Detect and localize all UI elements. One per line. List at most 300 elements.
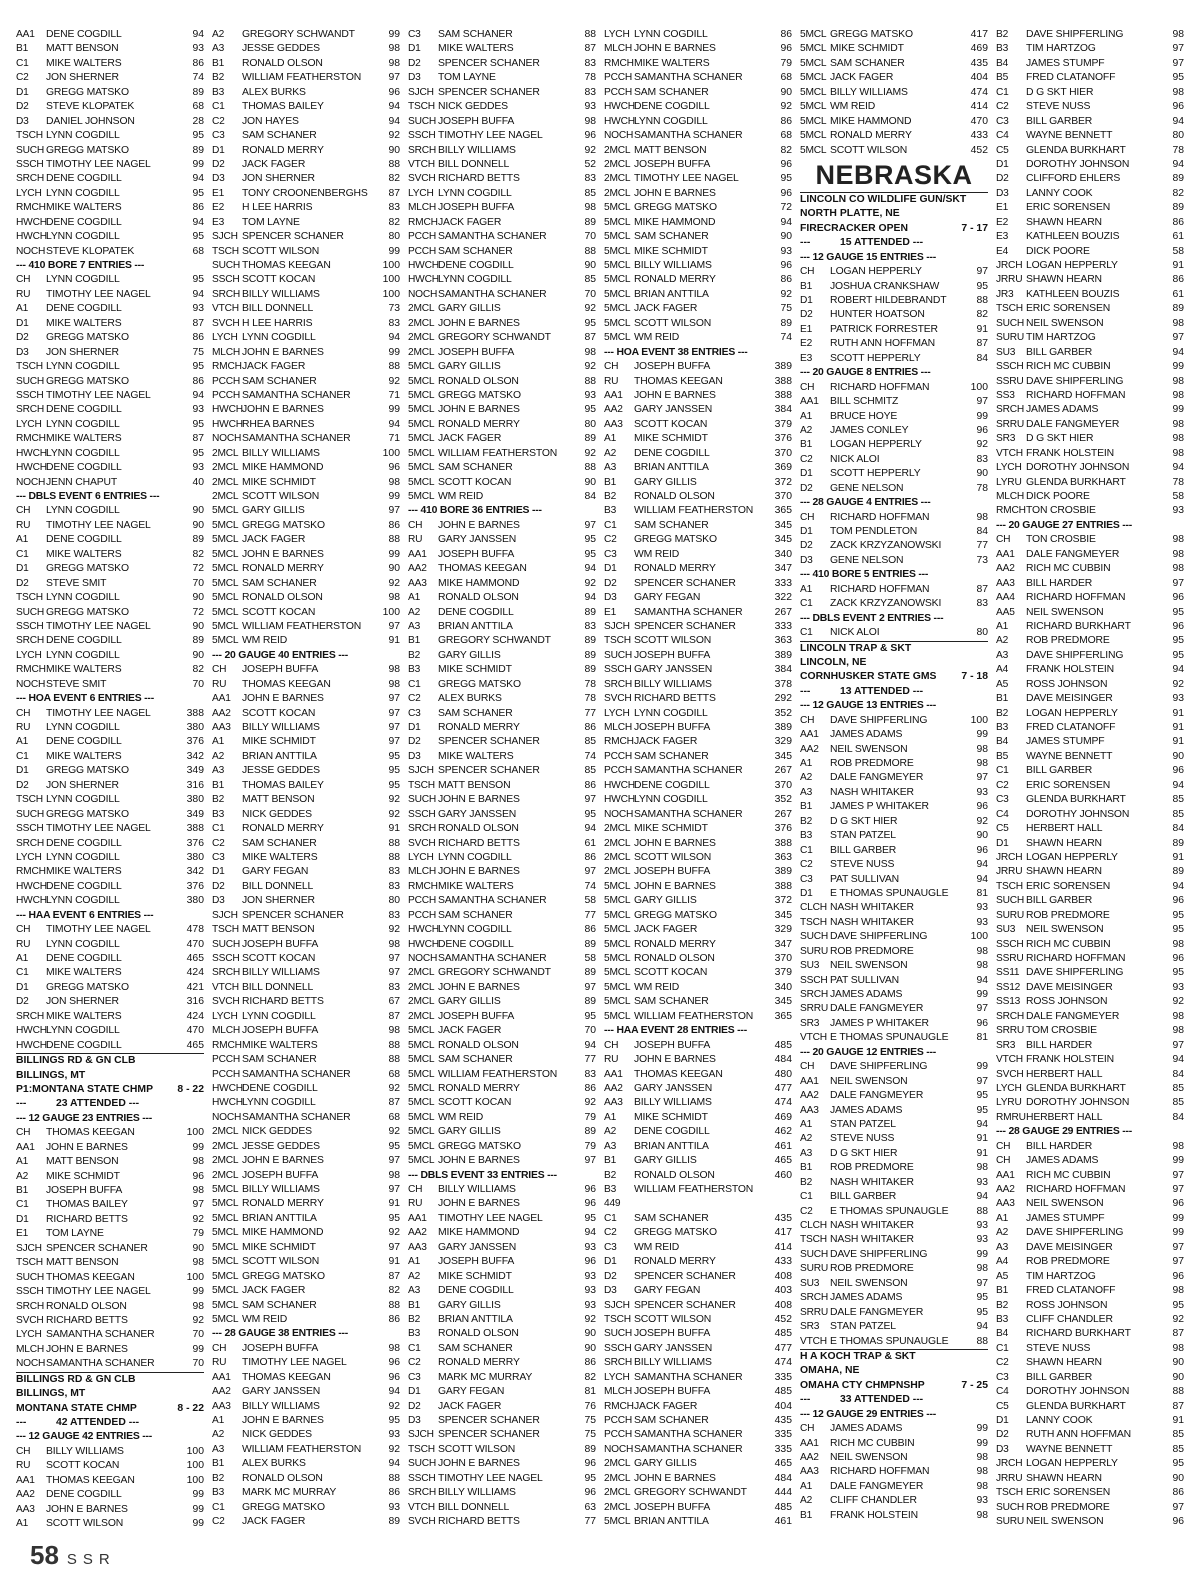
class-code: AA4: [996, 592, 1015, 604]
class-code: TSCH: [16, 794, 43, 806]
result-row: [800, 1176, 988, 1190]
result-row: [408, 577, 596, 591]
result-row: [800, 144, 988, 158]
result-row: [604, 86, 792, 100]
class-code: HWCH: [16, 447, 47, 459]
score: 61: [1172, 231, 1184, 243]
shooter-name: MIKE HAMMOND: [242, 462, 324, 474]
shooter-name: RONALD OLSON: [242, 1472, 323, 1484]
class-code: C3: [996, 1371, 1009, 1383]
class-code: 5MCL: [604, 303, 631, 315]
class-code: PCCH: [604, 1429, 633, 1441]
shooter-name: RONALD MERRY: [634, 938, 716, 950]
result-row: [408, 302, 596, 316]
result-row: [604, 822, 792, 836]
class-code: 5MCL: [212, 1270, 239, 1282]
class-code: D1: [16, 1213, 29, 1225]
class-code: B2: [212, 1472, 225, 1484]
class-code: 5MCL: [408, 1068, 435, 1080]
result-row: [16, 1314, 204, 1328]
result-row: [16, 606, 204, 620]
score: 88: [388, 158, 400, 170]
shooter-name: ERIC SORENSEN: [1026, 880, 1111, 892]
score: 98: [976, 1452, 988, 1463]
class-code: C2: [16, 72, 29, 84]
shooter-name: LYNN COGDILL: [438, 851, 512, 863]
score: 89: [388, 1516, 400, 1528]
result-row: [408, 909, 596, 923]
shooter-name: LYNN COGDILL: [46, 722, 120, 733]
score: 97: [1172, 1184, 1184, 1195]
state-heading: NEBRASKA: [815, 159, 973, 190]
class-code: VTCH: [996, 1054, 1023, 1066]
shooter-name: RICHARD BETTS: [46, 1213, 128, 1225]
shooter-name: JOSHUA CRANKSHAW: [830, 280, 940, 292]
shooter-name: RICHARD BETTS: [438, 1516, 520, 1528]
result-row: [800, 988, 988, 1002]
result-row: [604, 533, 792, 547]
shooter-name: JOHN E BARNES: [634, 880, 716, 892]
score: 88: [388, 837, 400, 849]
shooter-name: SHAWN HEARN: [1026, 866, 1102, 878]
shooter-name: ROSS JOHNSON: [1026, 996, 1108, 1008]
score: 96: [1172, 1516, 1184, 1528]
score: 95: [1172, 967, 1184, 979]
result-row: [212, 375, 400, 389]
shooter-name: BILL DONNELL: [242, 981, 314, 993]
shooter-name: DAVE SHIPFERLING: [830, 931, 928, 943]
shooter-name: SPENCER SCHANER: [46, 1242, 148, 1254]
result-row: [16, 432, 204, 446]
result-row: [408, 851, 596, 865]
result-row: [408, 28, 596, 42]
shooter-name: SHAWN HEARN: [1026, 216, 1102, 228]
result-row: [16, 447, 204, 461]
result-row: [408, 938, 596, 952]
class-code: C3: [604, 1241, 617, 1253]
class-code: AA1: [212, 1371, 231, 1383]
event-header: --- 410 BORE 7 ENTRIES ---: [16, 260, 145, 271]
class-code: 5MCL: [212, 519, 239, 531]
class-code: C3: [408, 1371, 421, 1383]
class-code: D3: [604, 1285, 617, 1297]
shooter-name: SAM SCHANER: [438, 462, 513, 474]
result-row: [604, 620, 792, 634]
result-row: [16, 346, 204, 360]
class-code: 5MCL: [604, 880, 631, 892]
shooter-name: TIMOTHY LEE NAGEL: [634, 173, 739, 185]
class-code: RMCH: [212, 361, 242, 373]
score: 98: [584, 202, 596, 214]
result-row: [16, 634, 204, 648]
score: 97: [388, 1241, 400, 1253]
result-row: [800, 728, 988, 742]
class-code: AA1: [16, 1141, 35, 1153]
score: 86: [388, 1313, 400, 1325]
score: 335: [774, 1443, 792, 1455]
class-code: LYCH: [16, 418, 42, 430]
class-code: VTCH: [800, 1032, 827, 1044]
score: 96: [780, 260, 792, 271]
score: 95: [388, 779, 400, 791]
event-header: --- 410 BORE 5 ENTRIES ---: [800, 569, 929, 581]
score: 96: [976, 1017, 988, 1029]
shooter-name: TON CROSBIE: [1026, 534, 1096, 546]
class-code: 2MCL: [604, 1501, 631, 1513]
result-row: [800, 1190, 988, 1204]
class-code: SU3: [996, 346, 1016, 358]
score: 97: [1172, 43, 1184, 55]
score: 75: [192, 346, 204, 358]
score: 90: [192, 519, 204, 531]
score: 68: [388, 1111, 400, 1123]
result-row: [212, 562, 400, 576]
result-row: [996, 591, 1184, 605]
class-code: SURU: [996, 1516, 1025, 1528]
score: 84: [976, 352, 988, 364]
score: 90: [1172, 1371, 1184, 1383]
shooter-name: ERIC SORENSEN: [1026, 1487, 1111, 1499]
class-code: A3: [800, 786, 813, 798]
shooter-name: DAVE SHIPFERLING: [1026, 649, 1124, 661]
class-code: SUCH: [996, 317, 1025, 329]
shooter-name: MIKE WALTERS: [242, 851, 318, 863]
score: 370: [774, 779, 792, 791]
shooter-name: MIKE SCHMIDT: [242, 476, 316, 488]
shooter-name: LOGAN HEPPERLY: [830, 266, 922, 278]
class-code: CH: [16, 505, 31, 517]
class-code: C4: [996, 808, 1009, 820]
score: 91: [1172, 707, 1184, 719]
score: 93: [780, 245, 792, 257]
result-row: [16, 1126, 204, 1140]
class-code: A3: [408, 1285, 421, 1297]
result-row: [16, 476, 204, 490]
score: 95: [1172, 649, 1184, 661]
result-row: [996, 894, 1184, 908]
score: 72: [780, 202, 792, 214]
shooter-name: WM REID: [634, 332, 680, 344]
result-row: [212, 1111, 400, 1125]
class-code: A1: [16, 953, 29, 964]
shooter-name: SCOTT WILSON: [830, 144, 908, 156]
shooter-name: JOSEPH BUFFA: [438, 548, 515, 560]
result-row: [996, 851, 1184, 865]
shooter-name: DENE COGDILL: [46, 1489, 122, 1501]
result-row: [212, 245, 400, 259]
score: 88: [388, 361, 400, 373]
shooter-name: DENE COGDILL: [46, 880, 122, 892]
result-row: [212, 115, 400, 129]
class-code: AA2: [800, 1090, 819, 1102]
score: 88: [584, 462, 596, 474]
class-code: SUCH: [212, 938, 241, 950]
shooter-name: LYNN COGDILL: [438, 187, 512, 199]
class-code: D2: [16, 779, 29, 791]
result-row: [16, 1141, 204, 1155]
class-code: 5MCL: [212, 1313, 239, 1325]
shooter-name: SCOTT KOCAN: [46, 1460, 120, 1472]
shooter-name: DANIEL JOHNSON: [46, 115, 135, 127]
class-code: JR3: [996, 288, 1014, 300]
shooter-name: RONALD OLSON: [634, 953, 715, 964]
score: 94: [192, 389, 204, 401]
shooter-name: BILL HARDER: [1026, 1140, 1093, 1152]
result-row: [408, 331, 596, 345]
score: 86: [388, 1487, 400, 1499]
score: 85: [584, 187, 596, 199]
score: 74: [584, 880, 596, 892]
result-row: [408, 1385, 596, 1399]
class-code: TSCH: [16, 361, 43, 373]
score: 81: [976, 1032, 988, 1044]
class-code: SVCH: [408, 1516, 436, 1528]
shooter-name: DENE COGDILL: [46, 837, 122, 849]
score: 77: [584, 909, 596, 921]
shooter-name: SPENCER SCHANER: [438, 57, 540, 69]
shooter-name: E THOMAS SPUNAUGLE: [830, 1205, 949, 1217]
result-row: [604, 476, 792, 490]
shooter-name: MATT BENSON: [46, 43, 119, 55]
attended-line: [800, 236, 988, 250]
class-code: C1: [800, 627, 813, 639]
class-code: SUCH: [800, 931, 829, 943]
shooter-name: LYNN COGDILL: [46, 231, 120, 243]
score: 333: [774, 577, 792, 589]
result-row: [408, 533, 596, 547]
class-code: AA2: [212, 1386, 231, 1398]
shoot-info: [16, 1083, 204, 1097]
result-row: [800, 323, 988, 337]
shooter-name: BILLY WILLIAMS: [46, 1445, 124, 1457]
score: 99: [388, 29, 400, 40]
shooter-name: SAMANTHA SCHANER: [46, 1358, 155, 1370]
result-row: [212, 331, 400, 345]
score: 91: [1172, 260, 1184, 271]
class-code: JRRU: [996, 866, 1023, 878]
result-row: [212, 1270, 400, 1284]
class-code: 5MCL: [212, 1198, 239, 1210]
class-code: D1: [408, 722, 421, 733]
class-code: AA3: [800, 1466, 819, 1478]
shooter-name: TON CROSBIE: [1026, 505, 1096, 517]
result-row: [604, 57, 792, 71]
result-row: [16, 273, 204, 287]
shooter-name: JOSEPH BUFFA: [634, 1386, 711, 1398]
score: 90: [192, 620, 204, 632]
class-code: TSCH: [16, 592, 43, 604]
class-code: AA1: [604, 1068, 623, 1080]
shooter-name: TOM LAYNE: [242, 216, 300, 228]
score: 98: [192, 1257, 204, 1269]
class-code: C2: [604, 534, 617, 546]
class-code: 5MCL: [800, 101, 827, 113]
class-code: CH: [604, 1039, 619, 1051]
score: 93: [584, 1285, 596, 1297]
result-row: [996, 620, 1184, 634]
shooter-name: SAMANTHA SCHANER: [634, 1371, 743, 1383]
class-code: SSCH: [16, 620, 44, 632]
class-code: A5: [996, 678, 1009, 690]
shooter-name: ROSS JOHNSON: [1026, 1299, 1108, 1311]
score: 88: [388, 851, 400, 863]
score: 95: [192, 274, 204, 286]
shooter-name: H LEE HARRIS: [242, 202, 313, 214]
class-code: D2: [800, 309, 813, 321]
class-code: SJCH: [604, 620, 630, 632]
class-code: RU: [16, 1460, 31, 1472]
result-row: [408, 1226, 596, 1240]
score: 333: [774, 620, 792, 632]
shooter-name: JAMES STUMPF: [1026, 57, 1105, 69]
result-row: [212, 678, 400, 692]
shooter-name: BILL HARDER: [1026, 1039, 1093, 1051]
score: 389: [774, 361, 792, 373]
shooter-name: JOSEPH BUFFA: [438, 346, 515, 358]
shooter-name: SAM SCHANER: [242, 577, 317, 589]
result-row: [996, 1457, 1184, 1471]
result-row: [604, 793, 792, 807]
shooter-name: DENE COGDILL: [438, 606, 514, 618]
class-code: 5MCL: [212, 1184, 239, 1195]
class-code: 5MCL: [408, 404, 435, 416]
class-code: B2: [800, 1176, 813, 1188]
shooter-name: LYNN COGDILL: [634, 707, 708, 719]
result-row: [408, 389, 596, 403]
result-row: [212, 389, 400, 403]
shooter-name: LYNN COGDILL: [438, 924, 512, 936]
shooter-name: GLENDA BURKHART: [1026, 144, 1126, 156]
class-code: SSRU: [996, 953, 1024, 964]
result-row: [212, 634, 400, 648]
class-code: B3: [604, 1184, 617, 1195]
shooter-name: JACK FAGER: [634, 1400, 698, 1412]
score: 85: [1172, 794, 1184, 806]
score: 88: [584, 375, 596, 387]
class-code: C5: [996, 144, 1009, 156]
shooter-name: MIKE SCHMIDT: [242, 736, 316, 748]
class-code: A3: [212, 765, 225, 777]
score: 389: [774, 866, 792, 878]
score: 95: [1172, 635, 1184, 647]
shooter-name: GREGG MATSKO: [830, 29, 913, 40]
shooter-name: DENE COGDILL: [438, 938, 514, 950]
class-code: CH: [212, 1342, 227, 1354]
shooter-name: SAMANTHA SCHANER: [242, 389, 351, 401]
result-row: [408, 476, 596, 490]
shooter-name: SCOTT KOCAN: [438, 476, 512, 488]
shooter-name: MATT BENSON: [438, 779, 511, 791]
class-code: SJCH: [408, 1429, 434, 1441]
class-code: 2MCL: [408, 346, 435, 358]
score: 98: [1172, 29, 1184, 40]
shooter-name: WAYNE BENNETT: [1026, 130, 1113, 142]
attended-count: 33 ATTENDED ---: [840, 1394, 924, 1406]
shooter-name: MIKE SCHMIDT: [634, 823, 708, 835]
shooter-name: BRIAN ANTTILA: [242, 750, 317, 762]
shooter-name: RICHARD BURKHART: [1026, 620, 1131, 632]
shooter-name: JON SHERNER: [46, 346, 119, 358]
result-row: [800, 1277, 988, 1291]
event-header: --- DBLS EVENT 6 ENTRIES ---: [16, 491, 160, 502]
class-code: C1: [800, 844, 813, 856]
attended-line: [800, 685, 988, 699]
shooter-name: JAMES STUMPF: [1026, 736, 1105, 748]
class-code: D3: [16, 346, 29, 358]
shooter-name: RICH MC CUBBIN: [830, 1437, 915, 1449]
score: 91: [1172, 722, 1184, 733]
results-column: [996, 28, 1184, 1538]
class-code: LYRU: [996, 476, 1022, 488]
score: 94: [388, 1458, 400, 1470]
score: 95: [780, 173, 792, 185]
shooter-name: NEIL SWENSON: [1026, 924, 1104, 936]
shooter-name: GREGG MATSKO: [46, 606, 129, 618]
result-row: [16, 28, 204, 42]
score: 465: [186, 1039, 204, 1051]
score: 90: [584, 1328, 596, 1340]
shooter-name: RICHARD HOFFMAN: [830, 583, 930, 595]
result-row: [604, 606, 792, 620]
score: 372: [774, 895, 792, 907]
score: 80: [1172, 130, 1184, 142]
score: 93: [584, 1299, 596, 1311]
score: 83: [584, 86, 596, 98]
score: 460: [774, 1169, 792, 1181]
class-code: LYCH: [604, 1371, 630, 1383]
shooter-name: LYNN COGDILL: [46, 1025, 120, 1037]
shooter-name: MARK MC MURRAY: [242, 1487, 337, 1499]
score: 86: [1172, 1487, 1184, 1499]
shooter-name: D G SKT HIER: [830, 1147, 898, 1159]
result-row: [604, 519, 792, 533]
result-row: [16, 894, 204, 908]
shooter-name: MIKE HAMMOND: [830, 115, 912, 127]
result-row: [604, 1515, 792, 1529]
class-code: MLCH: [408, 202, 437, 214]
score: 93: [584, 389, 596, 401]
shooter-name: NEIL SWENSON: [1026, 317, 1104, 329]
class-code: 5MCL: [604, 953, 631, 964]
score: 389: [774, 722, 792, 733]
score: 98: [1172, 1025, 1184, 1037]
shooter-name: DAVE SHIPFERLING: [1026, 29, 1124, 40]
score: 100: [970, 931, 988, 943]
score: 94: [1172, 880, 1184, 892]
shooter-name: SAMANTHA SCHANER: [46, 1329, 155, 1341]
score: 98: [976, 511, 988, 523]
results-column: [408, 28, 596, 1538]
shooter-name: TIM HARTZOG: [1026, 1270, 1096, 1282]
shooter-name: WM REID: [634, 981, 680, 993]
class-code: TSCH: [408, 1443, 435, 1455]
shooter-name: KATHLEEN BOUZIS: [1026, 288, 1120, 300]
score: 88: [976, 295, 988, 306]
result-row: [800, 887, 988, 901]
result-row: [996, 779, 1184, 793]
score: 91: [1172, 851, 1184, 863]
class-code: A1: [408, 592, 421, 604]
class-code: 5MCL: [604, 288, 631, 300]
result-row: [16, 548, 204, 562]
score: 97: [388, 967, 400, 979]
shooter-name: LOGAN HEPPERLY: [1026, 1458, 1118, 1470]
shooter-name: JOHN E BARNES: [634, 187, 716, 199]
result-row: [16, 952, 204, 966]
score: 345: [774, 909, 792, 921]
results-column: [212, 28, 400, 1538]
result-row: [996, 115, 1184, 129]
